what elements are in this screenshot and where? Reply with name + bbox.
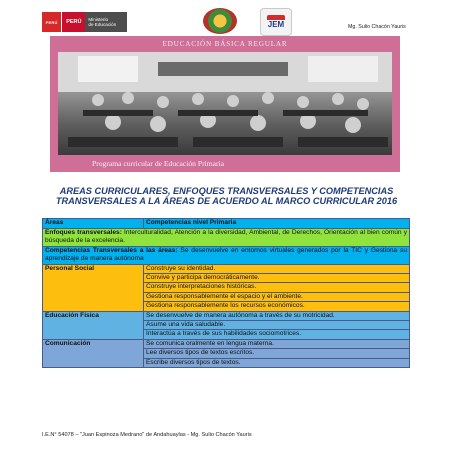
cover-image — [50, 36, 400, 172]
header-areas: Áreas — [43, 219, 144, 229]
table-row — [43, 264, 410, 273]
enfoques-row — [43, 229, 410, 247]
competencias-transversales-row — [43, 246, 410, 264]
header-competencias: Competencias nivel Primaria — [144, 219, 410, 229]
competency-item: Se desenvuelve de manera autónoma a través de su motricidad. — [144, 311, 410, 320]
competency-item: Se comunica oralmente en lengua materna. — [144, 339, 410, 348]
competencias-transversales-cell — [43, 246, 410, 264]
enfoques-text: Interculturalidad, Atención a la diversidad, Ambiental, de Derechos, Orientación al bien común y búsqueda de la excelencia. — [45, 229, 407, 245]
ministry-logo — [42, 12, 127, 32]
table-row — [43, 339, 410, 348]
competency-item: Gestiona responsablemente el espacio y el ambiente. — [144, 292, 410, 301]
cover-caption: Programa curricular de Educación Primaria — [50, 155, 400, 172]
competency-item: Construye su identidad. — [144, 264, 410, 273]
enfoques-cell — [43, 229, 410, 247]
competency-item: Gestiona responsablemente los recursos económicos. — [144, 302, 410, 311]
peru-shield-icon: PERÚ — [42, 12, 61, 32]
author-header: Mg. Sulio Chacón Yauris — [348, 24, 406, 30]
competencias-label: Competencias Transversales a las áreas: — [45, 246, 178, 254]
area-personal-social: Personal Social — [43, 264, 144, 311]
ministry-label — [85, 12, 127, 32]
competency-item: Interactúa a través de sus habilidades sociomotrices. — [144, 330, 410, 339]
area-educacion-fisica: Educación Física — [43, 311, 144, 339]
ministry-line2: de Educación — [88, 22, 117, 27]
competency-item: Asume una vida saludable. — [144, 321, 410, 330]
enfoques-label: Enfoques transversales: — [45, 229, 122, 236]
competency-item: Lee diversos tipos de textos escritos. — [144, 349, 410, 358]
peru-label: PERÚ — [62, 12, 85, 32]
table-header-row — [43, 219, 410, 229]
jem-label: JEM — [267, 20, 285, 29]
area-comunicacion: Comunicación — [43, 339, 144, 367]
classroom-photo — [58, 52, 392, 155]
jem-logo — [260, 8, 292, 36]
table-row — [43, 311, 410, 320]
competency-item: Escribe diversos tipos de textos. — [144, 358, 410, 367]
curriculum-table — [42, 218, 410, 368]
page-footer: I.E.N° 54078 – "Juan Espinoza Medrano" de Andahuaylas - Mg. Sulio Chacón Yauris — [42, 432, 252, 438]
classroom-photo-illustration — [58, 52, 392, 155]
competency-item: Construye interpretaciones históricas. — [144, 283, 410, 292]
cover-band-title: EDUCACIÓN BÁSICA REGULAR — [50, 36, 400, 52]
competencias-text: Se desenvuelve en entornos virtuales generados por la TIC y Gestiona su aprendizaje de manera autónoma — [45, 246, 407, 263]
ministry-line1: Ministerio — [88, 16, 109, 22]
school-emblem-icon — [203, 8, 237, 34]
document-title: AREAS CURRICULARES, ENFOQUES TRANSVERSALES Y COMPETENCIAS TRANSVERSALES A LA ÁREAS DE ACUERDO AL MARCO CURRICULAR 2016 — [55, 186, 398, 206]
competency-item: Convive y participa democráticamente. — [144, 274, 410, 283]
